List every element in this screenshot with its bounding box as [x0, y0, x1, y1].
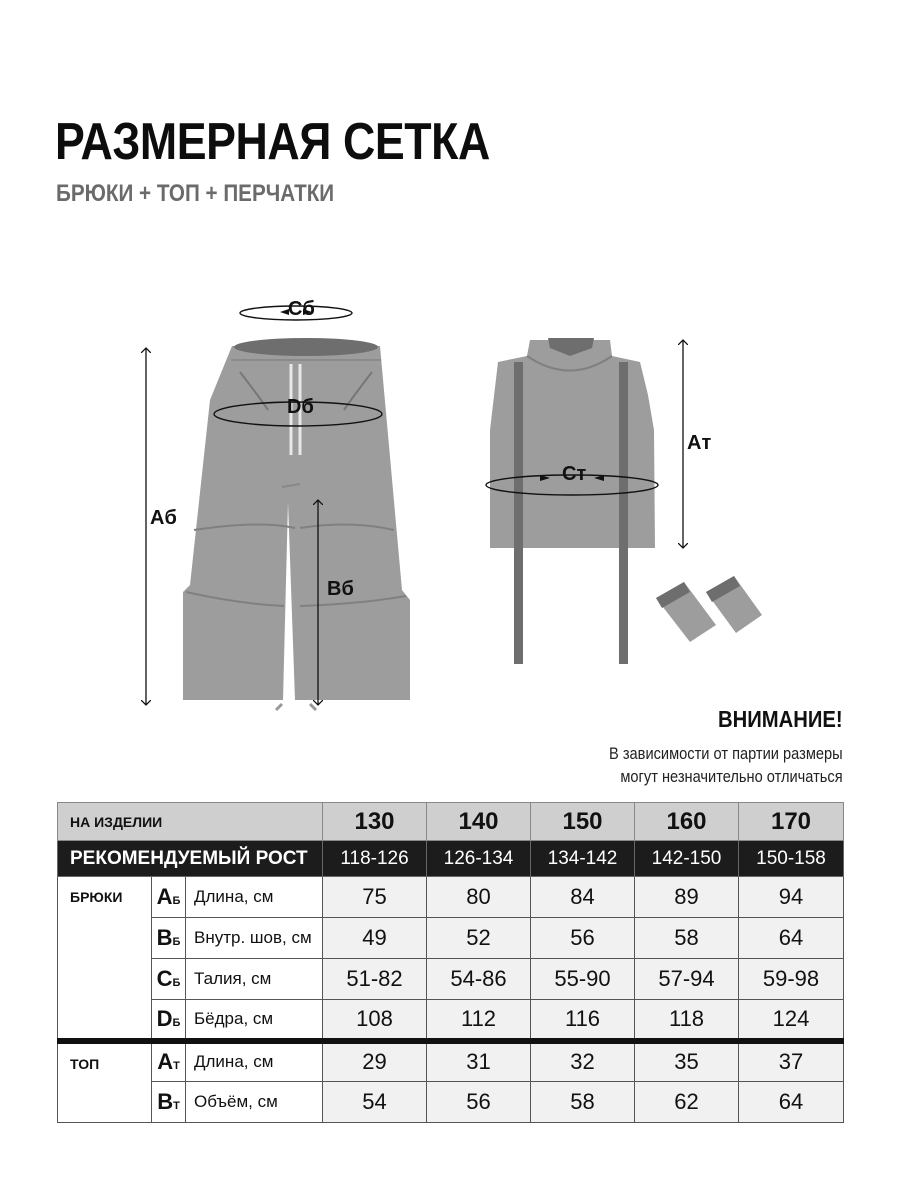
param-name: Талия, см	[186, 959, 323, 1000]
on-item-label: НА ИЗДЕЛИИ	[58, 803, 323, 841]
value-cell: 37	[739, 1041, 844, 1082]
value-cell: 58	[635, 918, 739, 959]
value-cell: 31	[427, 1041, 531, 1082]
group-top: ТОП	[58, 1041, 152, 1123]
warning-title: ВНИМАНИЕ!	[718, 706, 843, 732]
height-160: 142-150	[635, 841, 739, 877]
top-drawing	[490, 338, 655, 664]
value-cell: 29	[323, 1041, 427, 1082]
value-cell: 62	[635, 1082, 739, 1123]
param-name: Длина, см	[186, 877, 323, 918]
value-cell: 108	[323, 1000, 427, 1041]
group-pants: БРЮКИ	[58, 877, 152, 1041]
value-cell: 118	[635, 1000, 739, 1041]
size-table	[57, 802, 843, 1123]
table-row	[58, 918, 844, 959]
table-row	[58, 1041, 844, 1082]
size-table-grid	[57, 802, 844, 1123]
gloves-drawing	[656, 576, 762, 642]
size-170: 170	[739, 803, 844, 841]
value-cell: 49	[323, 918, 427, 959]
param-code: CБ	[152, 959, 186, 1000]
value-cell: 54	[323, 1082, 427, 1123]
warning-line-2: могут незначительно отличаться	[620, 767, 843, 786]
value-cell: 80	[427, 877, 531, 918]
value-cell: 35	[635, 1041, 739, 1082]
value-cell: 75	[323, 877, 427, 918]
param-code: BТ	[152, 1082, 186, 1123]
size-140: 140	[427, 803, 531, 841]
value-cell: 124	[739, 1000, 844, 1041]
value-cell: 116	[531, 1000, 635, 1041]
value-cell: 57-94	[635, 959, 739, 1000]
garment-illustration	[0, 280, 900, 720]
table-row-heights	[58, 841, 844, 877]
param-name: Внутр. шов, см	[186, 918, 323, 959]
label-cb: Cб	[288, 298, 315, 320]
param-name: Длина, см	[186, 1041, 323, 1082]
param-code: DБ	[152, 1000, 186, 1041]
value-cell: 55-90	[531, 959, 635, 1000]
label-db: Dб	[287, 396, 314, 418]
value-cell: 84	[531, 877, 635, 918]
height-130: 118-126	[323, 841, 427, 877]
label-ct: Cт	[562, 463, 587, 485]
value-cell: 51-82	[323, 959, 427, 1000]
value-cell: 58	[531, 1082, 635, 1123]
table-row	[58, 1000, 844, 1041]
table-row	[58, 959, 844, 1000]
rec-height-label: РЕКОМЕНДУЕМЫЙ РОСТ	[58, 841, 323, 877]
value-cell: 94	[739, 877, 844, 918]
value-cell: 64	[739, 918, 844, 959]
value-cell: 32	[531, 1041, 635, 1082]
param-code: BБ	[152, 918, 186, 959]
height-150: 134-142	[531, 841, 635, 877]
value-cell: 54-86	[427, 959, 531, 1000]
height-140: 126-134	[427, 841, 531, 877]
value-cell: 64	[739, 1082, 844, 1123]
param-name: Бёдра, см	[186, 1000, 323, 1041]
value-cell: 56	[531, 918, 635, 959]
page-title: РАЗМЕРНАЯ СЕТКА	[55, 113, 490, 171]
value-cell: 56	[427, 1082, 531, 1123]
value-cell: 52	[427, 918, 531, 959]
pants-drawing	[183, 338, 410, 710]
table-row-sizes	[58, 803, 844, 841]
param-name: Объём, см	[186, 1082, 323, 1123]
value-cell: 59-98	[739, 959, 844, 1000]
size-130: 130	[323, 803, 427, 841]
warning-line-1: В зависимости от партии размеры	[609, 744, 843, 763]
label-bb: Bб	[327, 578, 354, 600]
value-cell: 89	[635, 877, 739, 918]
param-code: AТ	[152, 1041, 186, 1082]
size-150: 150	[531, 803, 635, 841]
size-160: 160	[635, 803, 739, 841]
height-170: 150-158	[739, 841, 844, 877]
table-row	[58, 1082, 844, 1123]
label-ab: Aб	[150, 507, 177, 529]
param-code: AБ	[152, 877, 186, 918]
warning-text	[609, 742, 843, 788]
value-cell: 112	[427, 1000, 531, 1041]
table-row	[58, 877, 844, 918]
label-at: Aт	[687, 432, 712, 454]
page-subtitle: БРЮКИ + ТОП + ПЕРЧАТКИ	[56, 180, 335, 207]
